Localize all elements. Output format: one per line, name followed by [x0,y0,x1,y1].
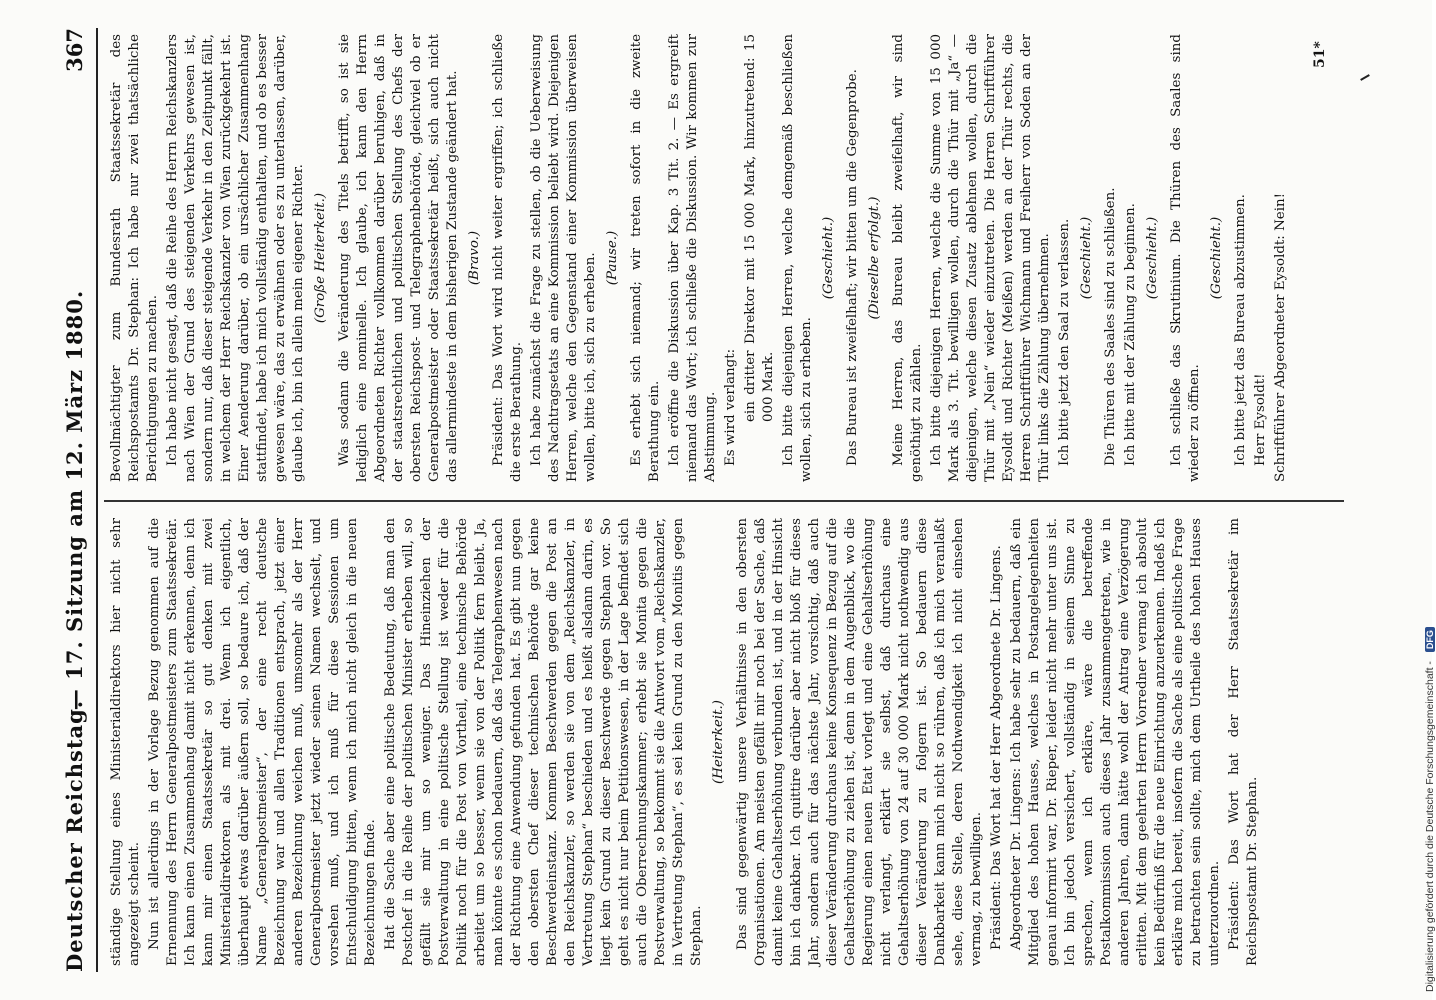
stage-direction: (Dieselbe erfolgt.) [867,196,882,320]
left-column [108,518,1264,966]
column-divider [104,500,1344,502]
paragraph: Meine Herren, das Bureau bleibt zweifelhaft, wir sind genöthigt zu zählen. [891,34,924,482]
stage-direction: (Pause.) [605,230,620,286]
running-head-session: — 17. Sitzung am 12. März 1880. [62,289,87,711]
paragraph: Was sodann die Veränderung des Titels betrifft, so ist sie lediglich eine nominelle. Ich glaube, ich kann den Herrn Abgeordneten Richter vollkommen darüber beruhigen, daß in der staatsrechtlichen und politischen Stellung des Chefs der obersten Reichspost- und Telegraphenbehörde, gleichviel ob er Generalpostmeister oder Staatssekretär heißt, sich auch nicht das allermindeste in dem bisherigen Zustande geändert hat. [337,34,460,482]
paragraph: Nun ist allerdings in der Vorlage Bezug genommen auf die Ernennung des Herrn Generalpostmeisters zum Staatssekretär. Ich kann einen Zusammenhang damit nicht erkennen, denn ich kann mir einen Staatssekretär so gut denken mit zwei Ministerialdirektoren als mit drei. Wenn ich eigentlich, überhaupt etwas darüber äußern soll, so bedaure ich, daß der Name „Generalpostmeister“, der eine recht deutsche Bezeichnung war und allen Traditionen entsprach, jetzt einer anderen Bezeichnung weichen muß, umsomehr als der Herr Generalpostmeister jetzt wieder seinen Namen wechselt, und vorsehen muß, und ich muß für diese Sessionen um Entschuldigung bitten, wenn ich mich nicht gleich in die neuen Bezeichnungen finde. [147,518,378,966]
header-rule [96,28,98,972]
page-number: 367 [62,28,87,72]
speaker-paragraph: Präsident: Das Wort hat der Herr Abgeordnete Dr. Lingens. [989,545,1004,950]
running-head-title: Deutscher Reichstag. [62,699,87,972]
paragraph: Ich bitte diejenigen Herren, welche die Summe von 15 000 Mark als 3. Tit. bewilligen wollen, durch die Thür mit „Ja“ — diejenigen, welche diesen Zusatz ablehnen wollen, durch die Thür mit „Nein“ wieder einzutreten. Die Herren Schriftführer Eysoldt und Richter (Meißen) werden an der Thür rechts, die Herren Schriftführer Wichmann und Freiherr von Soden an der Thür links die Zählung übernehmen. [929,34,1052,482]
stage-direction: (Geschieht.) [821,216,836,300]
stage-direction: (Geschieht.) [1145,216,1160,300]
paragraph: Hat die Sache aber eine politische Bedeutung, daß man den Postchef in die Reihe der politischen Minister erheben will, so gefällt sie mir um so weniger. Das Hineinziehen der Postverwaltung in eine politische Stellung ist weder für die Politik noch für die Post von Vortheil, eine technische Behörde arbeitet um so besser, wenn sie von der Politik fern bleibt. Ja, man könnte es schon bedauern, daß das Telegraphenwesen nach der Richtung eine Anwendung gefunden hat. Es gibt nun gegen den obersten Chef dieser technischen Behörde gar keine Beschwerdeinstanz. Kommen Beschwerden gegen die Post an den Reichskanzler, so werden sie von dem „Reichskanzler, in Vertretung Stephan“ beschieden und es heißt alsdann darin, es liegt kein Grund zu dieser Beschwerde gegen Stephan vor. So geht es nicht nur beim Petitionswesen, in der Lage befindet sich auch die Oberrechnungskammer; erhebt sie Monita gegen die Postverwaltung, so bekommt sie die Antwort vom „Reichskanzler, in Vertretung Stephan“, es sei kein Grund zu den Monitis gegen Stephan. [383,518,704,966]
paragraph: Ich bitte jetzt den Saal zu verlassen. [1057,218,1072,466]
speaker-paragraph: Präsident: Das Wort wird nicht weiter ergriffen; ich schließe die erste Berathung. [491,34,524,482]
paragraph: Ich bitte mit der Zählung zu beginnen. [1123,203,1138,466]
paragraph: Ich habe zunächst die Frage zu stellen, ob die Ueberweisung des Nachtragsetats an eine Kommission beliebt wird. Diejenigen Herren, welche den Gegenstand einer Kommission überweisen wollen, bitte ich, sich zu erheben. [529,34,598,482]
stage-direction: (Große Heiterkeit.) [313,192,328,324]
speaker-paragraph: Bevollmächtigter zum Bundesrath Staatssekretär des Reichspostamts Dr. Stephan: Ich habe nur zwei thatsächliche Berichtigungen zu machen. [109,34,160,482]
budget-item: ein dritter Direktor mit 15 000 Mark, hinzutretend: 15 000 Mark. [743,34,776,422]
paragraph: Ich bitte jetzt das Bureau abzustimmen. [1233,194,1248,466]
paragraph: Ich bitte diejenigen Herren, welche demgemäß beschließen wollen, sich zu erheben. [781,34,814,482]
speaker-paragraph: Schriftführer Abgeordneter Eysoldt: Nein! [1273,193,1288,482]
paragraph: Herr Eysoldt! [1253,373,1268,466]
digitization-credit [1424,2,1436,992]
stage-direction: (Geschieht.) [1209,216,1224,300]
stage-direction: (Heiterkeit.) [711,700,726,784]
right-column [108,34,1292,482]
stage-direction: (Geschieht.) [1079,216,1094,300]
paragraph: Ich eröffne die Diskussion über Kap. 3 Tit. 2. — Es ergreift niemand das Wort; ich schließe die Diskussion. Wir kommen zur Abstimmung. [667,34,718,482]
paragraph: Das Bureau ist zweifelhaft; wir bitten um die Gegenprobe. [845,69,860,466]
stage-direction: (Bravo.) [467,230,482,286]
signature-mark: 51* [1312,41,1328,68]
speaker-paragraph: Abgeordneter Dr. Lingens: Ich habe sehr zu bedauern, daß ein Mitglied des hohen Hauses, welches in Postangelegenheiten genau informirt war, Dr. Rieper, leider nicht mehr unter uns ist. Ich bin jedoch versichert, vollständig in seinem Sinne zu sprechen, wenn ich erkläre, wäre die betreffende Postalkommission auch dieses Jahr zusammengetreten, wie in anderen Jahren, dann hätte wohl der Antrag eine Verzögerung erlitten. Mit dem geehrten Herrn Vorredner vermag ich absolut kein Bedürfniß für die neue Einrichtung anzuerkennen. Indeß ich erkläre mich bereit, insofern die Sache als eine politische Frage zu betrachten sein sollte, mich dem Urtheile des hohen Hauses unterzuordnen. [1009,518,1222,966]
paragraph: Es wird verlangt: [723,348,738,466]
speaker-paragraph: Präsident: Das Wort hat der Herr Staatssekretär im Reichspostamt Dr. Stephan. [1227,518,1260,966]
paragraph: ständige Stellung eines Ministerialdirektors hier nicht sehr angezeigt scheint. [109,518,142,966]
credit-text: Digitalisierung gefördert durch die Deutsche Forschungsgemeinschaft - [1424,661,1436,992]
paragraph: Die Thüren des Saales sind zu schließen. [1103,187,1118,466]
paragraph: Ich schließe das Skrutinium. Die Thüren des Saales sind wieder zu öffnen. [1169,34,1202,482]
dfg-logo: DFG [1425,627,1435,652]
paragraph: Ich habe nicht gesagt, daß die Reihe des Herrn Reichskanzlers nach Wien der Grund des steigenden Verkehrs gewesen ist, sondern nur, daß dieser steigende Verkehr in den Zeitpunkt fällt, in welchem der Herr Reichskanzler von Wien zurückgekehrt ist. Einer Aenderung darüber, ob ein ursächlicher Zusammenhang stattfindet, habe ich mich vollständig enthalten, und ob es besser gewesen wäre, das zu erwähnen oder es zu unterlassen, darüber, glaube ich, bin ich allein mein eigener Richter. [165,34,306,482]
paragraph: Das sind gegenwärtig unsere Verhältnisse in den obersten Organisationen. Am meisten gefällt mir noch bei der Sache, daß damit keine Gehaltserhöhung verbunden ist, und in der Hinsicht bin ich dankbar. Ich quittire darüber aber nicht bloß für dieses Jahr, sondern auch für das nächste Jahr, vorsichtig, daß auch dieser Veränderung durchaus keine Konsequenz in Bezug auf die Gehaltserhöhung zu ziehen ist, denn in dem Augenblick, wo die Regierung einen neuen Etat vorlegt und eine Gehaltserhöhung nicht verlangt, erklärt sie selbst, daß durchaus eine Gehaltserhöhung von 24 auf 30 000 Mark nicht nothwendig aus dieser Veränderung zu folgern ist. So bedauern diese Dankbarkeit kann mich nicht so rühren, daß ich mich veranlaßt sehe, diese Stelle, deren Nothwendigkeit ich nicht einsehen vermag, zu bewilligen. [735,518,984,966]
paragraph: Es erhebt sich niemand; wir treten sofort in die zweite Berathung ein. [629,34,662,482]
